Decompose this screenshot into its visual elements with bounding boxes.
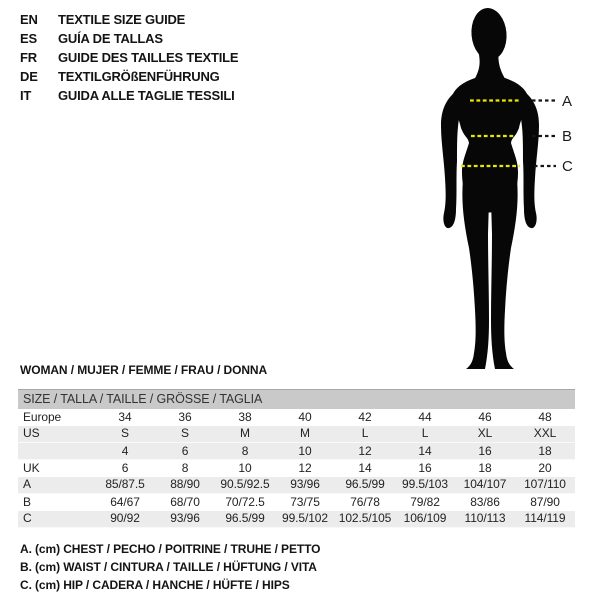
table-row: [18, 409, 575, 426]
size-cell: L: [395, 426, 455, 443]
size-cell: 104/107: [455, 477, 515, 494]
language-label: TEXTILGRÖßENFÜHRUNG: [58, 69, 220, 84]
size-cell: 36: [178, 409, 192, 424]
size-cell: 76/78: [350, 494, 380, 509]
table-row: [18, 477, 575, 494]
row-label: C: [18, 511, 95, 528]
size-cell: 90.5/92.5: [215, 477, 275, 494]
row-label: B: [23, 494, 31, 509]
size-cell: 96.5/99: [215, 511, 275, 528]
marker-letter-b: B: [562, 128, 573, 145]
table-row: [18, 443, 575, 460]
size-cell: 68/70: [170, 494, 200, 509]
size-cell: 99.5/103: [395, 477, 455, 494]
size-cell: 83/86: [470, 494, 500, 509]
size-cell: 14: [395, 443, 455, 460]
size-cell: 18: [515, 443, 575, 460]
size-cell: 46: [478, 409, 492, 424]
row-label: [18, 443, 95, 460]
size-cell: 73/75: [290, 494, 320, 509]
language-label: GUIDE DES TAILLES TEXTILE: [58, 50, 239, 65]
size-cell: 48: [538, 409, 552, 424]
size-cell: 18: [478, 460, 492, 475]
language-code: FR: [20, 50, 37, 65]
size-cell: 10: [275, 443, 335, 460]
size-cell: S: [155, 426, 215, 443]
table-row: [18, 426, 575, 443]
size-cell: 64/67: [110, 494, 140, 509]
language-row-en: [20, 10, 238, 29]
size-cell: XXL: [515, 426, 575, 443]
legend-line: B. (cm) WAIST / CINTURA / TAILLE / HÜFTUNG / VITA: [20, 560, 317, 574]
size-cell: 88/90: [155, 477, 215, 494]
language-label: GUIDA ALLE TAGLIE TESSILI: [58, 88, 235, 103]
size-cell: 106/109: [395, 511, 455, 528]
language-label: TEXTILE SIZE GUIDE: [58, 12, 186, 27]
size-cell: 8: [215, 443, 275, 460]
size-table-header: SIZE / TALLA / TAILLE / GRÖSSE / TAGLIA: [18, 390, 575, 409]
size-cell: 38: [238, 409, 252, 424]
legend-line: A. (cm) CHEST / PECHO / POITRINE / TRUHE / PETTO: [20, 542, 321, 556]
size-cell: 6: [121, 460, 129, 475]
size-cell: 99.5/102: [275, 511, 335, 528]
marker-letter-c: C: [562, 158, 573, 175]
woman-silhouette-icon: [393, 0, 598, 380]
table-row: [18, 494, 575, 511]
marker-letter-a: A: [562, 93, 573, 110]
language-row-it: [20, 86, 238, 105]
language-row-es: [20, 29, 238, 48]
size-cell: 10: [238, 460, 252, 475]
size-cell: 14: [358, 460, 372, 475]
size-cell: 40: [298, 409, 312, 424]
language-code: ES: [20, 31, 37, 46]
size-cell: 20: [538, 460, 552, 475]
size-cell: 96.5/99: [335, 477, 395, 494]
size-cell: 4: [95, 443, 155, 460]
size-cell: 79/82: [410, 494, 440, 509]
size-cell: 110/113: [455, 511, 515, 528]
language-label: GUÍA DE TALLAS: [58, 31, 163, 46]
language-row-de: [20, 67, 238, 86]
size-cell: 85/87.5: [95, 477, 155, 494]
size-cell: 107/110: [515, 477, 575, 494]
woman-silhouette-figure: [393, 0, 598, 380]
row-label: US: [18, 426, 95, 443]
size-cell: 93/96: [155, 511, 215, 528]
size-cell: 12: [335, 443, 395, 460]
row-label: A: [18, 477, 95, 494]
size-cell: 8: [181, 460, 189, 475]
size-cell: M: [275, 426, 335, 443]
table-row: [18, 460, 575, 477]
legend-line: C. (cm) HIP / CADERA / HANCHE / HÜFTE / HIPS: [20, 578, 290, 592]
size-table: [18, 389, 575, 528]
size-cell: 16: [455, 443, 515, 460]
size-cell: 16: [418, 460, 432, 475]
table-row: [18, 511, 575, 528]
size-cell: 93/96: [275, 477, 335, 494]
size-cell: 90/92: [95, 511, 155, 528]
size-cell: XL: [455, 426, 515, 443]
language-row-fr: [20, 48, 238, 67]
size-cell: 44: [418, 409, 432, 424]
size-cell: 87/90: [530, 494, 560, 509]
row-label: UK: [23, 460, 40, 475]
size-cell: M: [215, 426, 275, 443]
size-cell: S: [95, 426, 155, 443]
size-cell: 70/72.5: [225, 494, 265, 509]
size-cell: 12: [298, 460, 312, 475]
size-cell: 42: [358, 409, 372, 424]
section-title-woman: WOMAN / MUJER / FEMME / FRAU / DONNA: [20, 363, 268, 377]
size-cell: 102.5/105: [335, 511, 395, 528]
row-label: Europe: [23, 409, 62, 424]
size-cell: 114/119: [515, 511, 575, 528]
language-code: EN: [20, 12, 38, 27]
size-cell: 6: [155, 443, 215, 460]
measurement-legend: [20, 540, 320, 594]
size-cell: 34: [118, 409, 132, 424]
language-code: DE: [20, 69, 38, 84]
language-list: [20, 10, 238, 105]
size-cell: L: [335, 426, 395, 443]
language-code: IT: [20, 88, 32, 103]
